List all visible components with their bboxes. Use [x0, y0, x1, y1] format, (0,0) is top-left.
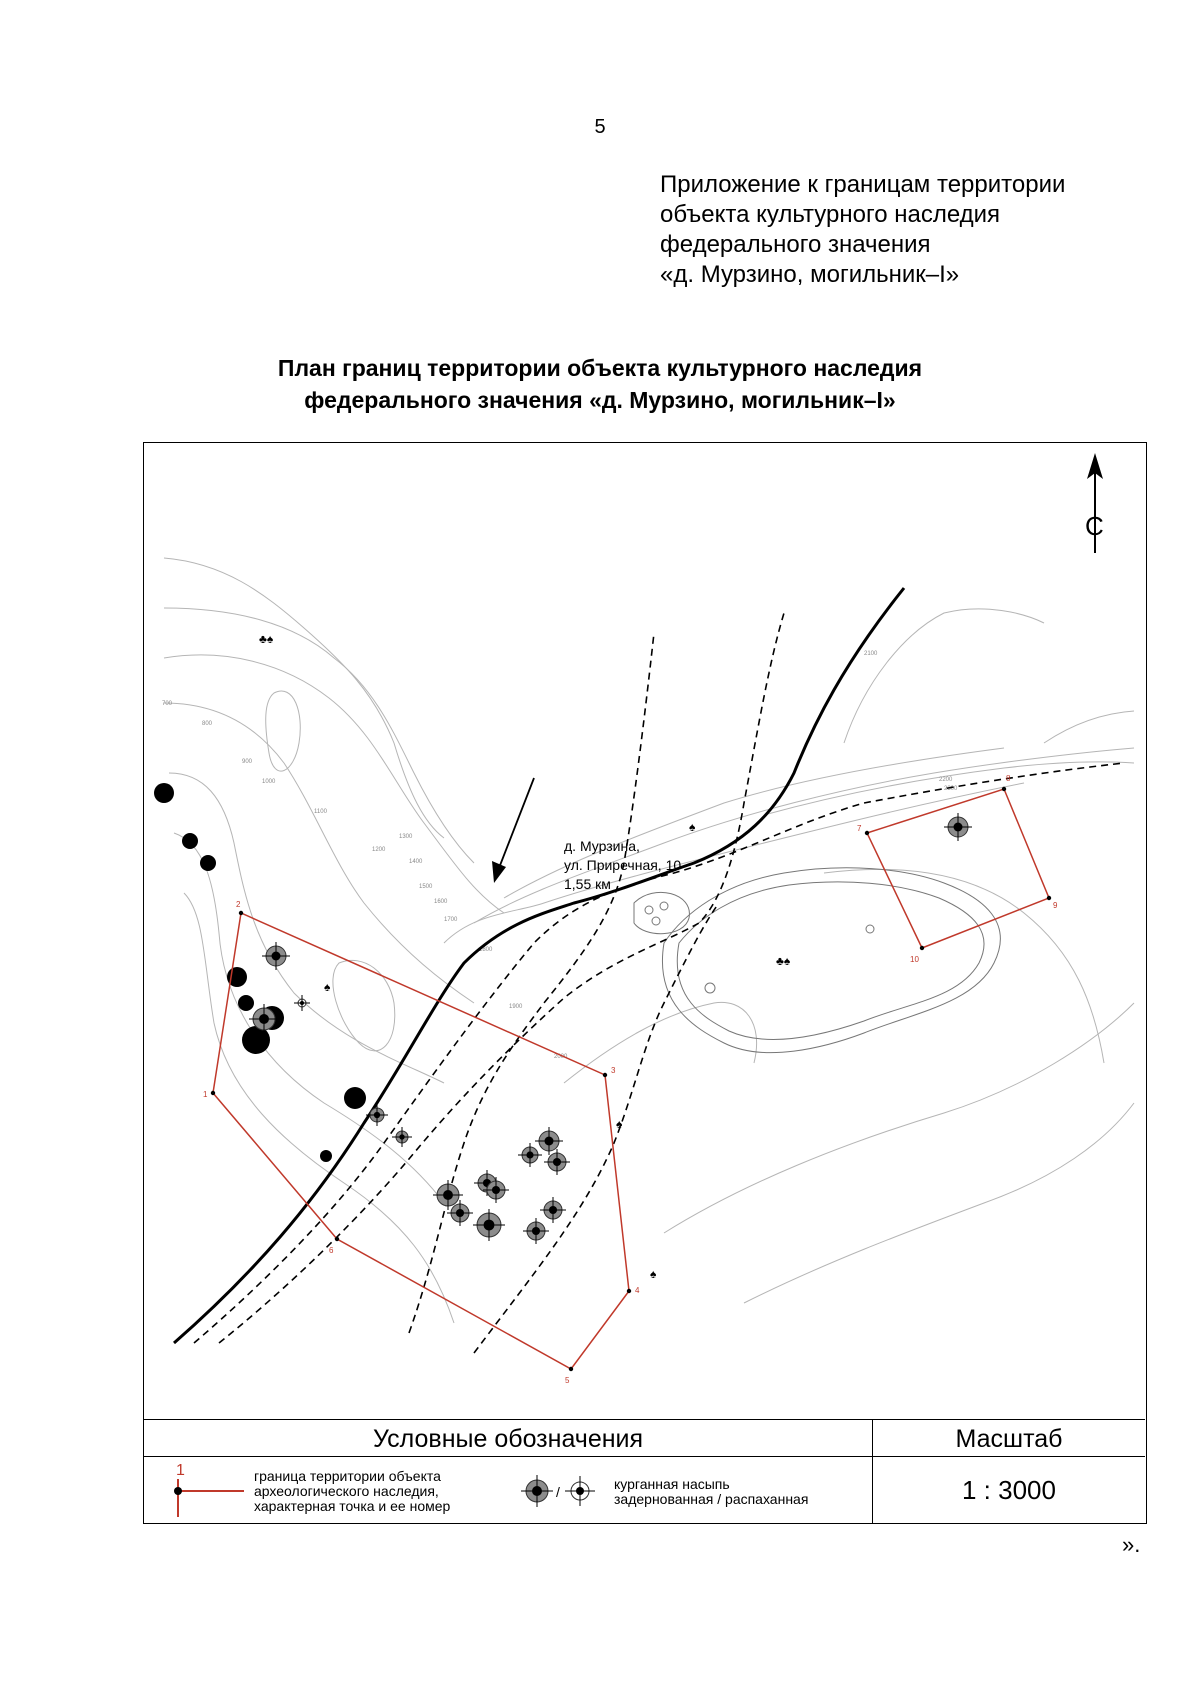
tree-icon: ♠ [616, 1117, 623, 1131]
tree-icon: ♠ [650, 1267, 657, 1281]
page-number: 5 [594, 116, 606, 138]
mound-legend-text [614, 1477, 808, 1507]
black-spot [200, 855, 216, 871]
tree-icon: ♠ [324, 980, 331, 994]
burial-mound-icon [518, 1143, 542, 1167]
direction-note-line: ул. Приречная, 10 [564, 857, 682, 873]
contour-label: 1900 [509, 1004, 523, 1010]
contour-label: 1500 [419, 884, 433, 890]
appendix-line: Приложение к границам территории [660, 171, 1066, 198]
contour-line [333, 960, 395, 1050]
boundary-point-label: 7 [857, 824, 862, 833]
boundary-point-label: 3 [611, 1066, 616, 1075]
direction-arrow [492, 778, 534, 883]
pit-marker [660, 902, 668, 910]
scale-title: Масштаб [873, 1420, 1145, 1457]
boundary-east [867, 789, 1049, 948]
contour-labels [162, 651, 958, 1060]
direction-note-line: 1,55 км [564, 876, 611, 892]
legend-body [144, 1457, 873, 1524]
appendix-line: объекта культурного наследия [660, 201, 1001, 228]
settlement-outline-outer [662, 868, 1000, 1053]
contour-label: 1300 [399, 834, 413, 840]
boundary-point-marker [920, 946, 924, 950]
boundary-point-label: 8 [1006, 774, 1011, 783]
contour-line [564, 1002, 757, 1083]
north-label: С [1085, 511, 1104, 541]
contour-label: 1700 [444, 917, 458, 923]
mound-separator: / [556, 1484, 560, 1500]
plan-title-line: федерального значения «д. Мурзино, могильник–I» [304, 387, 896, 413]
burial-mound-icon [294, 995, 310, 1011]
boundary-point-marker [627, 1289, 631, 1293]
appendix-heading [660, 170, 1065, 290]
boundary-point-marker [211, 1091, 215, 1095]
contour-line [174, 833, 444, 1203]
contour-line [1044, 711, 1134, 743]
black-spot [320, 1150, 332, 1162]
contour-label: 1000 [262, 779, 276, 785]
north-arrow [1085, 453, 1104, 553]
contour-label: 2300 [944, 786, 958, 792]
contour-label: 700 [162, 701, 173, 707]
burial-mound-icon [535, 1127, 563, 1155]
legend [144, 1419, 1145, 1524]
settlement-outline-inner [677, 882, 984, 1040]
burial-mound-icon [366, 1104, 388, 1126]
settlement-outline [634, 868, 1000, 1053]
contour-label: 2200 [939, 777, 953, 783]
dirt-road [194, 763, 1124, 1343]
contour-label: 800 [202, 721, 213, 727]
closing-mark: ». [1122, 1532, 1141, 1557]
appendix-line: федерального значения [660, 231, 931, 258]
boundary-point-label: 4 [635, 1286, 640, 1295]
pit-marker [705, 983, 715, 993]
appendix-line: «д. Мурзино, могильник–I» [660, 261, 960, 288]
burial-mound-icon [523, 1218, 549, 1244]
direction-note [564, 838, 681, 892]
boundary-legend-line: археологического наследия, [254, 1483, 439, 1499]
boundary-point-label: 2 [236, 900, 241, 909]
boundary-point-label: 6 [329, 1246, 334, 1255]
black-spot [238, 995, 254, 1011]
mound-legend-line: курганная насыпь [614, 1476, 730, 1492]
boundary-legend-text [254, 1469, 450, 1514]
tree-icon: ♣♠ [776, 954, 791, 968]
tree-icon: ♣♠ [259, 632, 274, 646]
scale-value: 1 : 3000 [962, 1475, 1056, 1505]
pit-marker [866, 925, 874, 933]
boundary-point-label: 1 [203, 1090, 208, 1099]
pit-marker [645, 906, 653, 914]
dirt-road [219, 613, 784, 1343]
boundary-point-marker [865, 831, 869, 835]
boundary-legend-line: характерная точка и ее номер [254, 1498, 451, 1514]
plowed-mound-icon [565, 1476, 595, 1506]
boundary-legend-symbol [166, 1461, 246, 1521]
contour-label: 1400 [409, 859, 423, 865]
burial-mound-icon [944, 813, 972, 841]
boundary-polygon [867, 789, 1049, 948]
contour-line [169, 773, 444, 1083]
burial-mound-icon [473, 1209, 505, 1241]
boundary-point-label: 9 [1053, 901, 1058, 910]
contour-line [184, 893, 454, 1323]
direction-note-line: д. Мурзина, [564, 838, 640, 854]
contour-line [664, 1003, 1134, 1233]
burial-mound-icon [392, 1127, 412, 1147]
contour-label: 1100 [314, 809, 327, 815]
mound-legend-line: задернованная / распаханная [614, 1491, 809, 1507]
contour-label: 900 [242, 759, 253, 765]
settlement-feature [634, 892, 689, 933]
plan-title-line: План границ территории объекта культурного наследия [277, 355, 923, 381]
contour-label: 1200 [372, 847, 386, 853]
tree-icon: ♠ [689, 820, 696, 834]
contour-line [164, 655, 504, 913]
burial-mound-icon [544, 1149, 570, 1175]
burial-mound-icon [262, 942, 290, 970]
dirt-road [474, 903, 719, 1353]
contour-line [824, 869, 1104, 1063]
direction-arrow-head [492, 861, 506, 883]
direction-arrow-shaft [499, 778, 534, 868]
boundary-point-label: 5 [565, 1376, 570, 1385]
boundary-point-marker [239, 911, 243, 915]
black-spot [182, 833, 198, 849]
burial-mound-icon [540, 1197, 566, 1223]
boundary-point-marker [1047, 896, 1051, 900]
boundary-point-marker [569, 1367, 573, 1371]
black-spot [154, 783, 174, 803]
mound-legend-symbol [520, 1471, 600, 1511]
dirt-roads [194, 613, 1124, 1353]
boundary-point-marker [335, 1237, 339, 1241]
contour-line [266, 691, 301, 771]
black-spot [344, 1087, 366, 1109]
contour-label: 2100 [864, 651, 878, 657]
contour-label: 1600 [434, 899, 448, 905]
map-canvas [144, 443, 1145, 1419]
boundary-point-label: 10 [910, 955, 919, 964]
contour-line [164, 703, 474, 1003]
boundary-legend-line: граница территории объекта [254, 1468, 441, 1484]
map-frame [143, 442, 1147, 1524]
pit-marker [652, 917, 660, 925]
boundary-point-marker [603, 1073, 607, 1077]
contour-line [744, 1103, 1134, 1303]
legend-title: Условные обозначения [144, 1420, 873, 1457]
boundary-point-marker [1002, 787, 1006, 791]
legend-point-dot [174, 1487, 182, 1495]
sample-point-number: 1 [176, 1462, 185, 1479]
grassed-mound-icon [521, 1475, 553, 1507]
boundary-west [213, 913, 629, 1369]
boundary-polygon [213, 913, 629, 1369]
plan-title [0, 352, 1200, 416]
contour-label: 2000 [554, 1054, 568, 1060]
contour-label: 1800 [479, 947, 493, 953]
